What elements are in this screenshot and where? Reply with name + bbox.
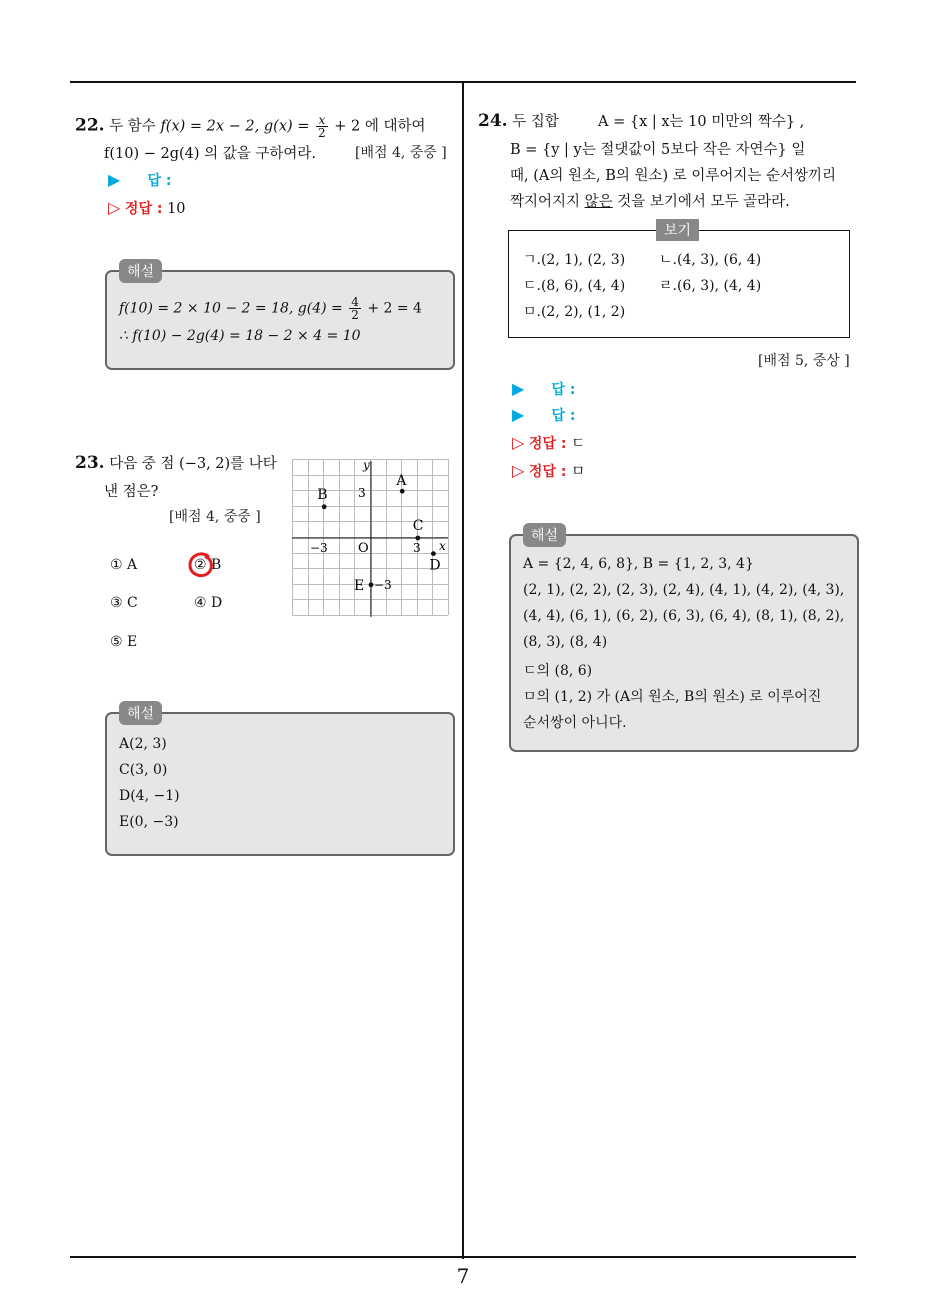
points — [317, 473, 440, 594]
correct-value: 10 — [167, 201, 186, 217]
q24-explanation-box — [509, 534, 859, 752]
explain-line: 순서쌍이 아니다. — [523, 715, 627, 731]
answer-label: 답 : — [147, 173, 172, 189]
tick-label-x3: 3 — [413, 541, 421, 555]
x-axis-label: x — [439, 539, 446, 553]
q24-line3: 때, (A의 원소, B의 원소) 로 이루어지는 순서쌍끼리 — [510, 168, 837, 184]
question-number: 22. — [75, 115, 105, 136]
answer-label: 답 : — [551, 408, 576, 424]
explain-line: f(10) = 2 × 10 − 2 = 18, g(4) = $\frac{4}{2}$ + 2 = 4 — [119, 295, 422, 322]
point-label-d: D — [429, 557, 441, 574]
coordinate-graph — [292, 459, 450, 617]
q22-text-pre: 두 함수 — [109, 118, 156, 135]
underlined-word: 않은 — [584, 194, 613, 210]
correct-label: 정답 : — [124, 201, 163, 217]
answer-mark-circle — [186, 550, 216, 580]
point-label-e: E — [354, 577, 365, 594]
explain-line: ∴ f(10) − 2g(4) = 18 − 2 × 4 = 10 — [119, 328, 361, 344]
explanation-tab: 해설 — [119, 701, 162, 725]
bogi-item-digeut: ㄷ.(8, 6), (4, 4) — [523, 278, 626, 294]
choice-5[interactable]: ⑤ E — [110, 634, 138, 650]
correct-label: 정답 : — [528, 464, 567, 480]
point-e — [369, 582, 374, 587]
choice-4[interactable]: ④ D — [194, 595, 223, 611]
explain-line: (4, 4), (6, 1), (6, 2), (6, 3), (6, 4), (8, 1), (8, 2), — [523, 608, 845, 624]
q22-line2: f(10) − 2g(4) 의 값을 구하여라. — [104, 146, 317, 162]
outline-triangle-icon: ▷ — [512, 461, 525, 480]
correct-value: ㅁ — [571, 464, 586, 480]
explain-fraction: $\frac{4}{2}$ — [351, 295, 359, 322]
q22-fraction: $\frac{x}{2}$ — [318, 113, 326, 140]
choice-3[interactable]: ③ C — [110, 595, 138, 611]
choice-2[interactable]: ② B — [194, 557, 222, 573]
tick-label-y3: 3 — [358, 486, 366, 500]
explanation-tab: 해설 — [119, 259, 162, 283]
outline-triangle-icon: ▷ — [108, 198, 121, 217]
q24-answer-row-2 — [512, 405, 576, 425]
point-b — [322, 504, 327, 509]
play-icon: ▶ — [108, 170, 121, 189]
outline-triangle-icon: ▷ — [512, 433, 525, 452]
explain-line: A = {2, 4, 6, 8}, B = {1, 2, 3, 4} — [523, 556, 754, 572]
bogi-item-rieul: ㄹ.(6, 3), (4, 4) — [659, 278, 762, 294]
bogi-item-giyeok: ㄱ.(2, 1), (2, 3) — [523, 252, 626, 268]
q22-text-post: 에 대하여 — [364, 118, 426, 135]
bogi-tab: 보기 — [656, 219, 699, 241]
q23-line2: 낸 점은? — [104, 484, 159, 500]
q24-answer-row-1 — [512, 379, 576, 399]
origin-label: O — [358, 541, 369, 556]
q22-line1 — [75, 114, 426, 139]
point-label-c: C — [412, 518, 424, 534]
correct-value: ㄷ — [571, 436, 586, 452]
q23-explanation-box — [105, 712, 455, 856]
grid — [292, 459, 449, 616]
q22-fx: f(x) = 2x − 2, — [160, 118, 260, 135]
explain-line: ㄷ의 (8, 6) — [523, 663, 593, 679]
point-label-a: A — [396, 473, 407, 490]
play-icon: ▶ — [512, 379, 525, 398]
explain-line: (2, 1), (2, 2), (2, 3), (2, 4), (4, 1), (4, 2), (4, 3), — [523, 582, 845, 598]
point-d — [431, 551, 436, 556]
question-number: 23. — [75, 453, 105, 473]
q22-gx: g(x) = — [263, 118, 310, 135]
play-icon: ▶ — [512, 405, 525, 424]
y-axis-label: y — [363, 459, 370, 472]
question-number: 24. — [478, 111, 508, 131]
explain-line: ㅁ의 (1, 2) 가 (A의 원소, B의 원소) 로 이루어진 — [523, 689, 822, 705]
q24-correct-row-2 — [512, 460, 585, 481]
bottom-rule — [70, 1256, 856, 1258]
q24-line1: 24. 두 집합 — [478, 111, 559, 131]
point-label-b: B — [317, 486, 328, 503]
point-c — [415, 536, 420, 541]
column-divider — [462, 82, 464, 1259]
choice-1[interactable]: ① A — [110, 557, 138, 573]
bogi-item-mieum: ㅁ.(2, 2), (1, 2) — [523, 304, 626, 320]
point-a — [400, 489, 405, 494]
explain-line: A(2, 3) — [119, 736, 167, 752]
answer-label: 답 : — [551, 382, 576, 398]
tick-label-xm3: −3 — [310, 541, 328, 555]
explain-line: (8, 3), (8, 4) — [523, 634, 608, 650]
q22-answer-row — [108, 170, 172, 190]
q24-set-a: A = {x | x는 10 미만의 짝수} , — [598, 114, 805, 130]
explain-line: D(4, −1) — [119, 788, 180, 804]
q22-correct-row — [108, 198, 186, 218]
explain-line: E(0, −3) — [119, 814, 179, 830]
q23-line1: 23. 다음 중 점 (−3, 2)를 나타 — [75, 453, 277, 473]
q24-line4: 짝지어지지 않은 것을 보기에서 모두 골라라. — [510, 194, 790, 210]
explain-line: C(3, 0) — [119, 762, 168, 778]
bogi-box — [508, 230, 850, 338]
q22-meta: [배점 4, 중중 ] — [355, 145, 447, 161]
page-number: 7 — [456, 1264, 470, 1288]
q22-gx-tail: + 2 — [334, 118, 361, 135]
bogi-item-nieun: ㄴ.(4, 3), (6, 4) — [659, 252, 762, 268]
correct-label: 정답 : — [528, 436, 567, 452]
q24-meta: [배점 5, 중상 ] — [758, 353, 850, 369]
q24-correct-row-1 — [512, 432, 585, 453]
q23-meta: [배점 4, 중중 ] — [169, 509, 261, 525]
explanation-tab: 해설 — [523, 523, 566, 547]
q24-line2: B = {y | y는 절댓값이 5보다 작은 자연수} 일 — [510, 142, 806, 158]
tick-label-ym3: −3 — [374, 578, 392, 592]
q22-explanation-box — [105, 270, 455, 370]
